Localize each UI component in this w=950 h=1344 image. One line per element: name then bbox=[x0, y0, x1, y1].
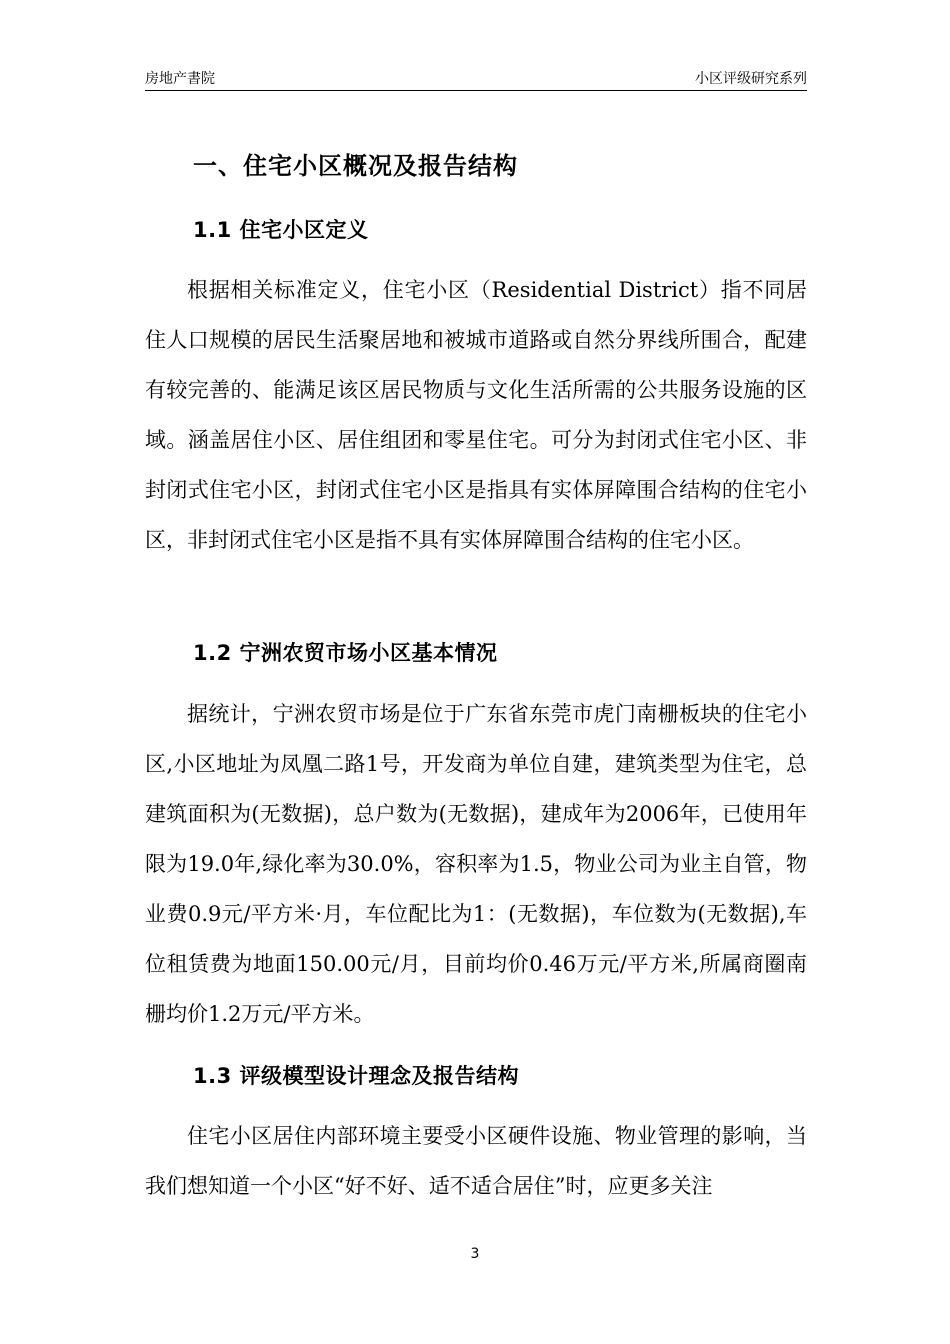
section-paragraph-1-1: 根据相关标准定义，住宅小区（Residential District）指不同居住人口规模的居民生活聚居地和被城市道路或自然分界线所围合，配建有较完善的、能满足该区居民物质与文化生活所需的公共服务设施的区域。涵盖居住小区、居住组团和零星住宅。可分为封闭式住宅小区、非封闭式住宅小区，封闭式住宅小区是指具有实体屏障围合结构的住宅小区，非封闭式住宅小区是指不具有实体屏障围合结构的住宅小区。 bbox=[145, 278, 807, 552]
page-number: 3 bbox=[470, 1246, 480, 1262]
header-series-title: 小区评级研究系列 bbox=[695, 71, 807, 87]
section-heading-1-1: 1.1 住宅小区定义 bbox=[193, 218, 369, 242]
page-header bbox=[145, 66, 807, 91]
header-publisher: 房地产書院 bbox=[145, 71, 215, 87]
section-heading-1-3: 1.3 评级模型设计理念及报告结构 bbox=[193, 1064, 520, 1088]
chapter-title: 一、住宅小区概况及报告结构 bbox=[193, 152, 518, 180]
section-heading-1-2: 1.2 宁洲农贸市场小区基本情况 bbox=[193, 641, 498, 665]
section-paragraph-1-2: 据统计，宁洲农贸市场是位于广东省东莞市虎门南栅板块的住宅小区,小区地址为凤凰二路1号，开发商为单位自建，建筑类型为住宅，总建筑面积为(无数据)，总户数为(无数据)，建成年为2006年，已使用年限为19.0年,绿化率为30.0%，容积率为1.5，物业公司为业主自管，物业费0.9元/平方米·月，车位配比为1：(无数据)，车位数为(无数据),车位租赁费为地面150.00元/月，目前均价0.46万元/平方米,所属商圈南栅均价1.2万元/平方米。 bbox=[145, 702, 807, 1026]
section-paragraph-1-3: 住宅小区居住内部环境主要受小区硬件设施、物业管理的影响，当我们想知道一个小区“好不好、适不适合居住”时，应更多关注 bbox=[145, 1124, 807, 1198]
